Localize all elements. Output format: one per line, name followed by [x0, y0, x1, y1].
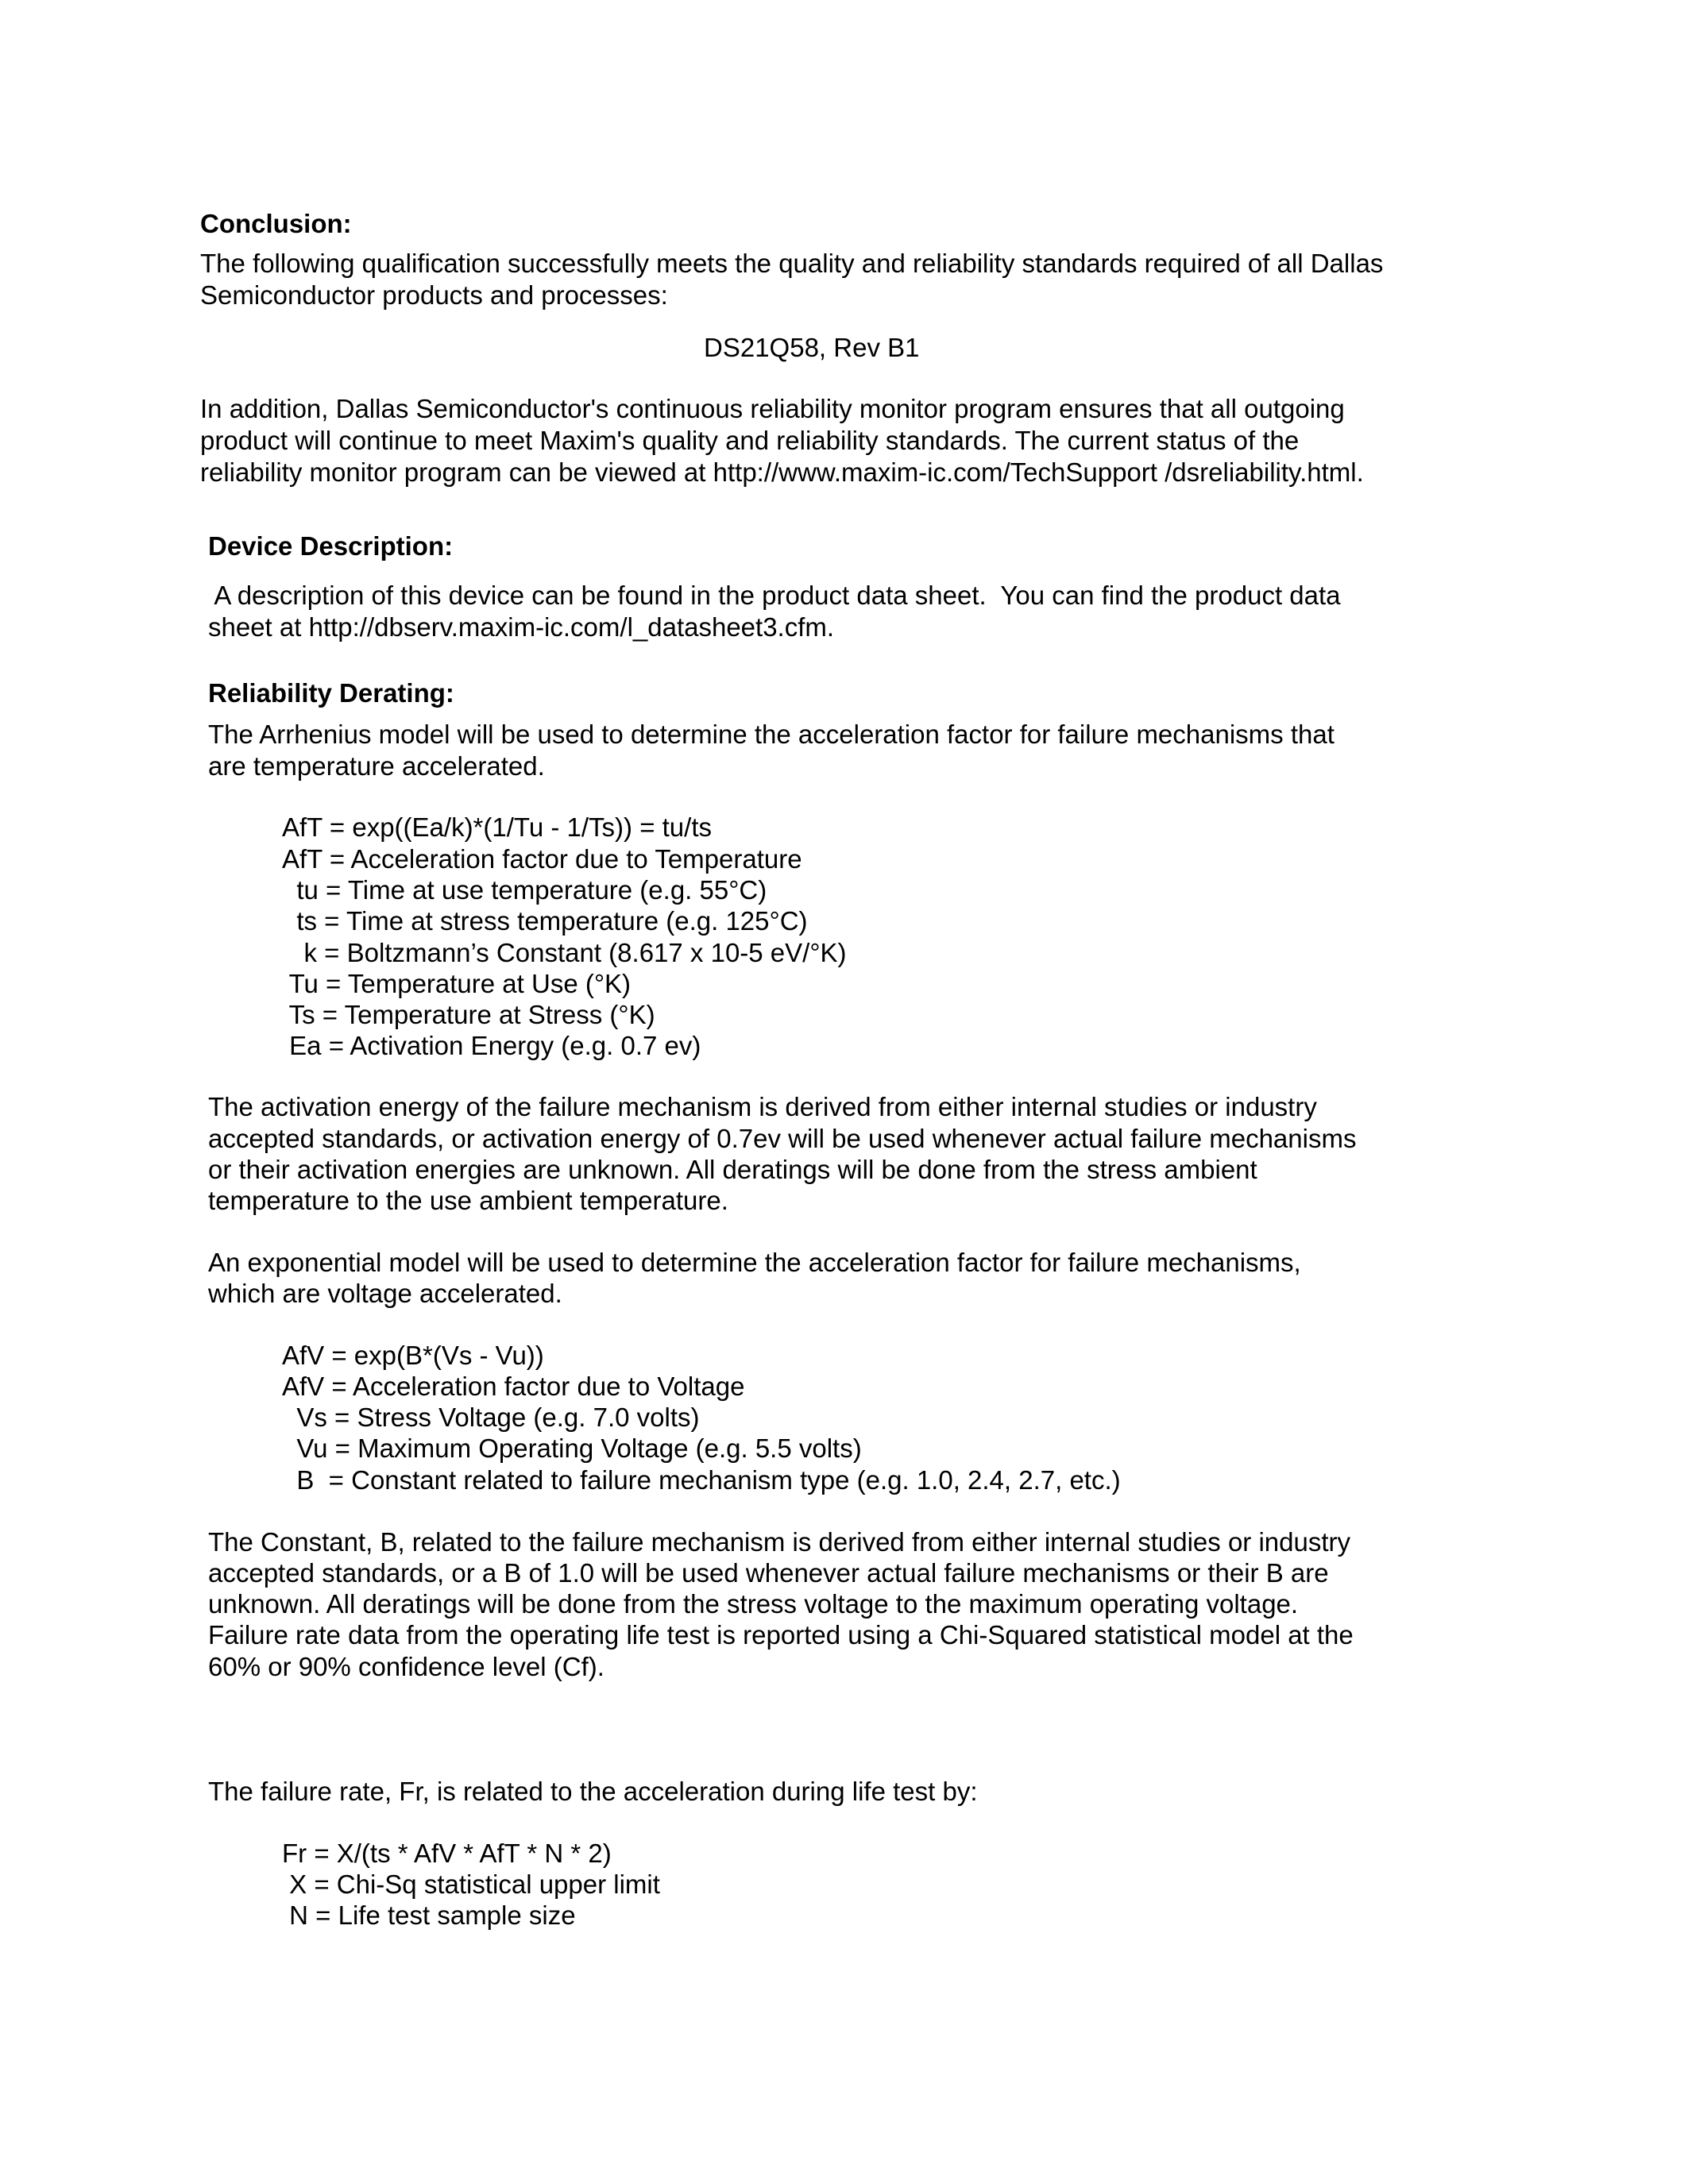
device-description-heading: Device Description: [208, 531, 454, 561]
device-description-line-1: A description of this device can be found in the product data sheet. You can find the product data [208, 581, 1341, 610]
aft-formula-line: Ea = Activation Energy (e.g. 0.7 ev) [282, 1031, 701, 1060]
monitor-line-3: reliability monitor program can be viewed at http://www.maxim-ic.com/TechSupport /dsreliability.html. [200, 457, 1364, 487]
arrhenius-line-2: are temperature accelerated. [208, 751, 545, 781]
constant-line-2: accepted standards, or a B of 1.0 will be used whenever actual failure mechanisms or their B are [208, 1558, 1329, 1588]
failure-rate-intro: The failure rate, Fr, is related to the acceleration during life test by: [208, 1777, 978, 1806]
afv-formula-line: Vs = Stress Voltage (e.g. 7.0 volts) [282, 1403, 700, 1432]
aft-formula-line: ts = Time at stress temperature (e.g. 125°C) [282, 906, 808, 936]
afv-formula-line: AfV = Acceleration factor due to Voltage [282, 1372, 745, 1401]
constant-line-3: unknown. All deratings will be done from the stress voltage to the maximum operating voltage. [208, 1589, 1299, 1619]
activation-line-3: or their activation energies are unknown. All deratings will be done from the stress ambient [208, 1155, 1257, 1184]
conclusion-line-1: The following qualification successfully meets the quality and reliability standards required of all Dallas [200, 249, 1384, 278]
device-description-line-2: sheet at http://dbserv.maxim-ic.com/l_datasheet3.cfm. [208, 612, 835, 642]
device-name: DS21Q58, Rev B1 [704, 333, 920, 362]
activation-line-4: temperature to the use ambient temperature. [208, 1186, 728, 1215]
constant-line-5: 60% or 90% confidence level (Cf). [208, 1652, 605, 1681]
conclusion-heading: Conclusion: [200, 209, 352, 238]
aft-formula-line: AfT = exp((Ea/k)*(1/Tu - 1/Ts)) = tu/ts [282, 812, 712, 842]
fr-formula-line: Fr = X/(ts * AfV * AfT * N * 2) [282, 1839, 612, 1868]
fr-formula-line: N = Life test sample size [282, 1900, 576, 1930]
aft-formula-line: Ts = Temperature at Stress (°K) [282, 1000, 655, 1029]
aft-formula-line: AfT = Acceleration factor due to Temperature [282, 844, 802, 874]
activation-line-2: accepted standards, or activation energy of 0.7ev will be used whenever actual failure mechanisms [208, 1124, 1357, 1153]
arrhenius-line-1: The Arrhenius model will be used to determine the acceleration factor for failure mechanisms that [208, 720, 1335, 749]
fr-formula-line: X = Chi-Sq statistical upper limit [282, 1870, 660, 1899]
afv-formula-line: B = Constant related to failure mechanism type (e.g. 1.0, 2.4, 2.7, etc.) [282, 1465, 1121, 1495]
exponential-line-2: which are voltage accelerated. [208, 1279, 562, 1308]
aft-formula-line: tu = Time at use temperature (e.g. 55°C) [282, 875, 767, 905]
reliability-derating-heading: Reliability Derating: [208, 678, 454, 708]
afv-formula-line: AfV = exp(B*(Vs - Vu)) [282, 1341, 544, 1370]
conclusion-line-2: Semiconductor products and processes: [200, 280, 668, 310]
activation-line-1: The activation energy of the failure mechanism is derived from either internal studies or industry [208, 1092, 1317, 1121]
constant-line-1: The Constant, B, related to the failure mechanism is derived from either internal studies or industry [208, 1527, 1351, 1557]
afv-formula-line: Vu = Maximum Operating Voltage (e.g. 5.5 volts) [282, 1433, 862, 1463]
constant-line-4: Failure rate data from the operating life test is reported using a Chi-Squared statistical model at the [208, 1620, 1354, 1650]
aft-formula-line: k = Boltzmann’s Constant (8.617 x 10-5 eV/°K) [282, 938, 847, 967]
monitor-line-2: product will continue to meet Maxim's quality and reliability standards. The current status of the [200, 426, 1300, 455]
monitor-line-1: In addition, Dallas Semiconductor's continuous reliability monitor program ensures that all outgoing [200, 394, 1345, 423]
aft-formula-line: Tu = Temperature at Use (°K) [282, 969, 632, 998]
exponential-line-1: An exponential model will be used to determine the acceleration factor for failure mechanisms, [208, 1248, 1301, 1277]
